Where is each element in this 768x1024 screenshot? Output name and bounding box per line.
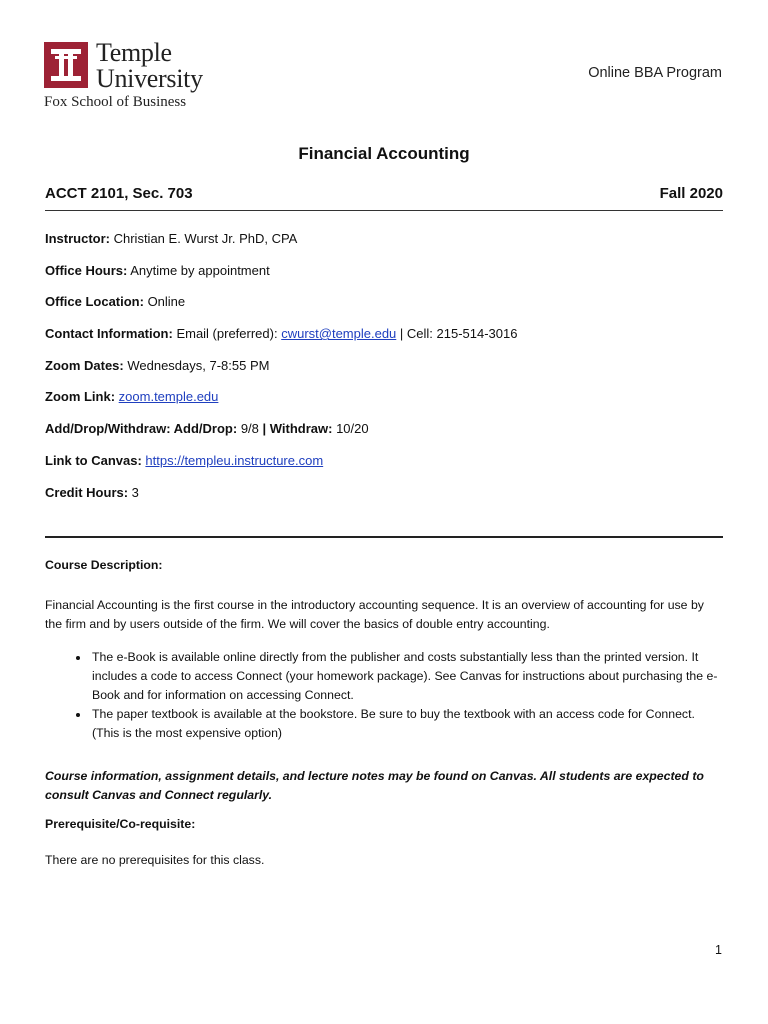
course-body (45, 556, 723, 870)
list-item: • The paper textbook is available at the bookstore. Be sure to buy the textbook with an access code for Connect. (This is the most expensive option) (90, 705, 723, 743)
logo-subtitle: Fox School of Business (44, 94, 187, 110)
course-description-text: Financial Accounting is the first course in the introductory accounting sequence. It is an overview of accounting for use by the firm and by users outside of the firm. We will cover the basics of double entry accounting. (45, 598, 704, 631)
email-link[interactable]: cwurst@temple.edu (281, 326, 397, 342)
canvas-row (45, 452, 723, 484)
office-location-value: Online (143, 294, 186, 310)
zoom-dates-label: Zoom Dates: (45, 357, 124, 373)
logo-line-1: Temple (96, 38, 172, 67)
document-title: Financial Accounting (298, 144, 470, 163)
temple-logo (44, 38, 244, 112)
canvas-link[interactable]: https://templeu.instructure.com (145, 452, 324, 468)
contact-suffix: | Cell: 215-514-3016 (396, 326, 518, 342)
course-code: ACCT 2101, Sec. 703 (45, 185, 193, 202)
office-location-row (45, 293, 723, 325)
add-drop-label: Add/Drop/Withdraw: Add/Drop: (45, 421, 238, 437)
list-item: • The e-Book is available online directly from the publisher and costs substantially less than the printed version. It includes a code to access Connect (your homework package). See Canvas for instructions about purchasing the e-Book and for information on accessing Connect. (90, 648, 723, 705)
zoom-link-row (45, 388, 723, 420)
contact-row (45, 325, 723, 357)
contact-prefix: Email (preferred): (172, 326, 282, 342)
withdraw-label: Withdraw: (266, 421, 333, 437)
add-drop-row (45, 420, 723, 452)
logo-line-2: University (96, 64, 203, 93)
office-hours-label: Office Hours: (45, 262, 128, 278)
credit-hours-row (45, 484, 723, 516)
add-drop-separator: | (262, 421, 267, 437)
page-number: 1 (715, 943, 722, 957)
office-hours-row (45, 262, 723, 294)
zoom-link[interactable]: zoom.temple.edu (118, 389, 219, 405)
canvas-note: Course information, assignment details, and lecture notes may be found on Canvas. All students are expected to consult Canvas and Connect regularly. (45, 769, 704, 802)
temple-t-icon (44, 42, 88, 88)
course-row (45, 185, 723, 202)
office-location-label: Office Location: (45, 294, 144, 310)
instructor-label: Instructor: (45, 231, 110, 246)
instructor-row (45, 230, 723, 262)
contact-label: Contact Information: (45, 326, 173, 342)
course-term: Fall 2020 (659, 185, 723, 202)
zoom-dates-value: Wednesdays, 7-8:55 PM (123, 357, 270, 373)
textbook-options-list (45, 648, 723, 743)
office-hours-value: Anytime by appointment (127, 262, 270, 278)
canvas-label: Link to Canvas: (45, 452, 142, 468)
course-description-title: Course Description: (45, 558, 163, 572)
program-name: Online BBA Program (588, 65, 722, 81)
prerequisite-title: Prerequisite/Co-requisite: (45, 817, 196, 831)
credit-hours-value: 3 (128, 484, 139, 500)
header-divider (45, 210, 723, 211)
instructor-value: Christian E. Wurst Jr. PhD, CPA (110, 231, 298, 246)
credit-hours-label: Credit Hours: (45, 484, 129, 500)
zoom-dates-row (45, 357, 723, 389)
course-info (45, 230, 723, 515)
withdraw-value: 10/20 (332, 421, 369, 437)
zoom-link-label: Zoom Link: (45, 389, 116, 405)
prerequisite-text: There are no prerequisites for this class. (45, 853, 265, 867)
logo-wordmark (96, 40, 203, 92)
section-divider (45, 536, 723, 538)
add-drop-value: 9/8 (237, 421, 263, 437)
